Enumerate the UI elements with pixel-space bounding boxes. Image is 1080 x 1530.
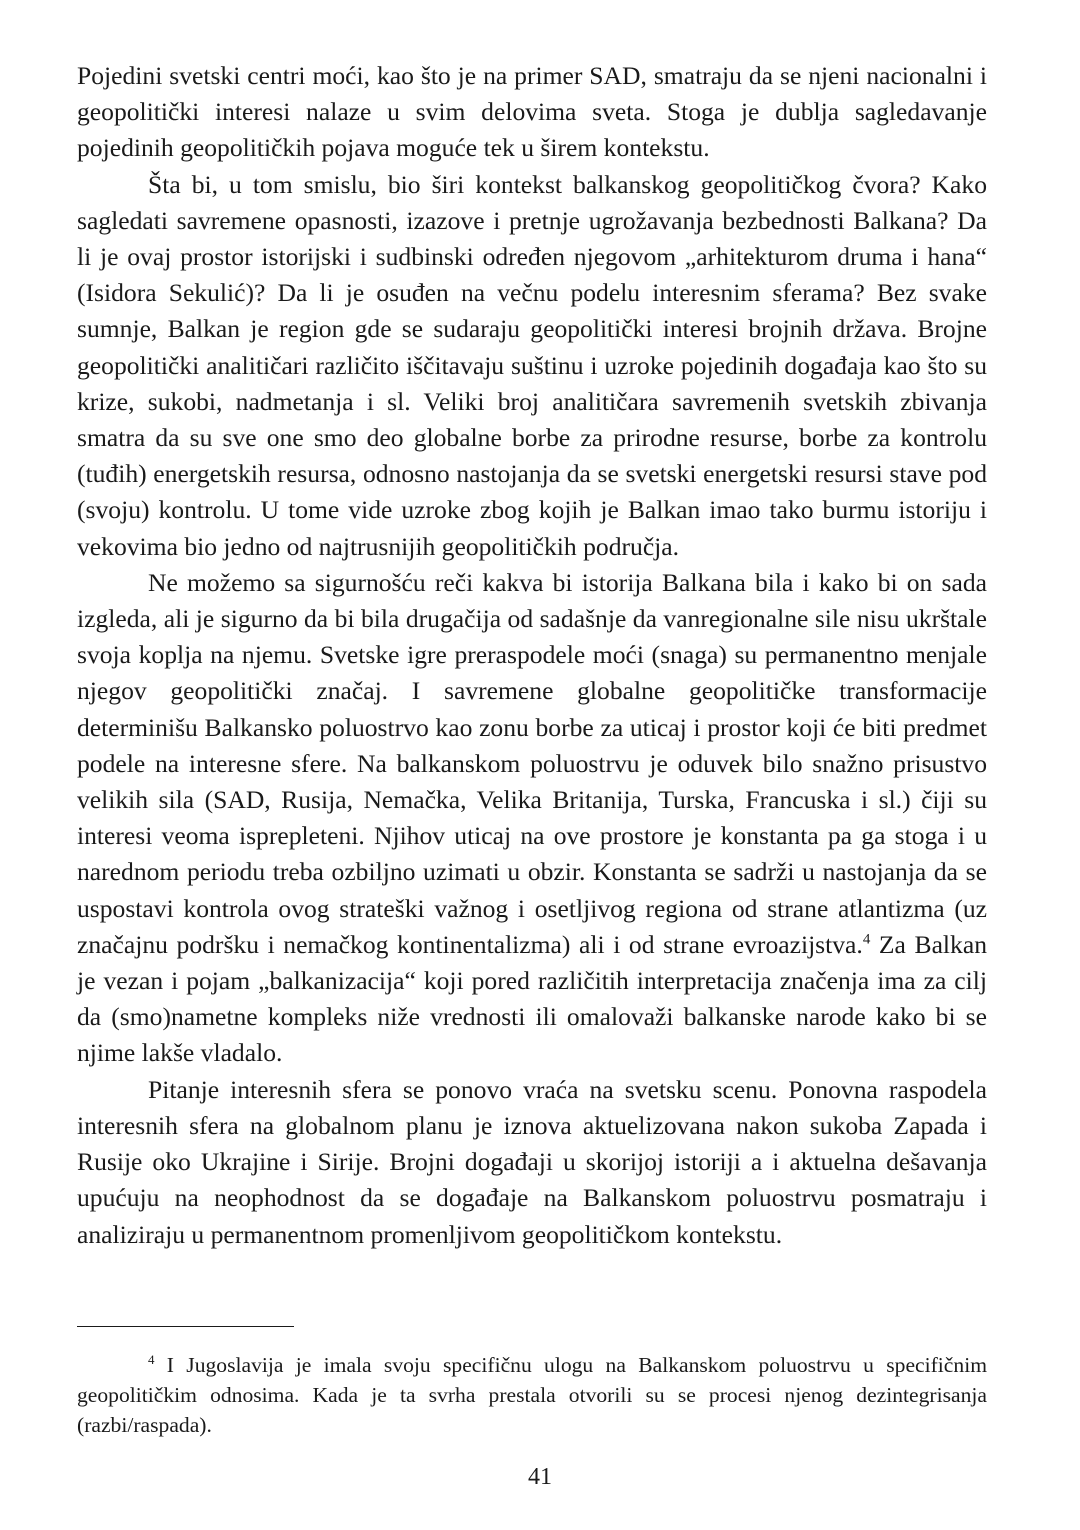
page-number: 41 xyxy=(528,1464,552,1490)
footnote-marker: 4 xyxy=(148,1351,155,1367)
footnote-reference-4[interactable]: 4 xyxy=(862,931,871,948)
footnote-4 xyxy=(77,1350,987,1440)
footnote-text: I Jugoslavija je imala svoju specifičnu ulogu na Balkanskom poluostrvu u specifičnim geopolitičkim odnosima. Kada je ta svrha prestala otvorili su se procesi njenog dezintegrisanja (razbi/raspada). xyxy=(77,1353,987,1437)
paragraph-3-text-b: Za Balkan je vezan i pojam „balkanizacija“ koji pored različitih interpretacija značenja ima za cilj da (smo)nametne kompleks niže vrednosti ili omalovaži balkanske narode kako bi se njime lakše vladalo. xyxy=(77,929,987,1068)
footnote-divider xyxy=(77,1326,294,1327)
body-text xyxy=(77,58,987,1253)
paragraph-3 xyxy=(77,565,987,1072)
paragraph-1: Pojedini svetski centri moći, kao što je na primer SAD, smatraju da se njeni nacionalni i geopolitički interesi nalaze u svim delovima sveta. Stoga je dublja sagledavanje pojedinih geopolitičkih pojava moguće tek u širem kontekstu. xyxy=(77,61,987,163)
paragraph-4: Pitanje interesnih sfera se ponovo vraća na svetsku scenu. Ponovna raspodela interesnih sfera na globalnom planu je iznova aktuelizovana nakon sukoba Zapada i Rusije oko Ukrajine i Sirije. Brojni događaji u skorijoj istoriji a i aktuelna dešavanja upućuju na neophodnost da se događaje na Balkanskom poluostrvu posmatraju i analiziraju u permanentnom promenljivom geopolitičkom kontekstu. xyxy=(77,1074,987,1249)
page-body xyxy=(77,58,987,1253)
paragraph-3-text-a: Ne možemo sa sigurnošću reči kakva bi istorija Balkana bila i kako bi on sada izgleda, ali je sigurno da bi bila drugačija od sadašnje da vanregionalne sile nisu ukrštale svoja koplja na njemu. Svetske igre preraspodele moći (snaga) su permanentno menjale njegov geopolitički značaj. I savremene globalne geopolitičke transformacije determinišu Balkansko poluostrvo kao zonu borbe za uticaj i prostor koji će biti predmet podele na interesne sfere. Na balkanskom poluostrvu je oduvek bilo snažno prisustvo velikih sila (SAD, Rusija, Nemačka, Velika Britanija, Turska, Francuska i sl.) čiji su interesi veoma isprepleteni. Njihov uticaj na ove prostore je konstanta pa ga stoga i u narednom periodu treba ozbiljno uzimati u obzir. Konstanta se sadrži u nastojanja da se uspostavi kontrola ovog strateški važnog i osetljivog regiona od strane atlantizma (uz značajnu podršku i nemačkog kontinentalizma) ali i od strane evroazijstva. xyxy=(77,567,987,959)
paragraph-2: Šta bi, u tom smislu, bio širi kontekst balkanskog geopolitičkog čvora? Kako sagledati savremene opasnosti, izazove i pretnje ugrožavanja bezbednosti Balkana? Da li je ovaj prostor istorijski i sudbinski određen njegovom „arhitekturom druma i hana“ (Isidora Sekulić)? Da li je osuđen na večnu podelu interesnim sferama? Bez svake sumnje, Balkan je region gde se sudaraju geopolitički interesi brojnih država. Brojne geopolitički analitičari različito iščitavaju suštinu i uzroke pojedinih događaja kao što su krize, sukobi, nadmetanja i sl. Veliki broj analitičara savremenih svetskih zbivanja smatra da su sve one smo deo globalne borbe za prirodne resurse, borbe za kontrolu (tuđih) energetskih resursa, odnosno nastojanja da se svetski energetski resursi stave pod (svoju) kontrolu. U tome vide uzroke zbog kojih je Balkan imao tako burmu istoriju i vekovima bio jedno od najtrusnijih geopolitičkih područja. xyxy=(77,169,987,561)
